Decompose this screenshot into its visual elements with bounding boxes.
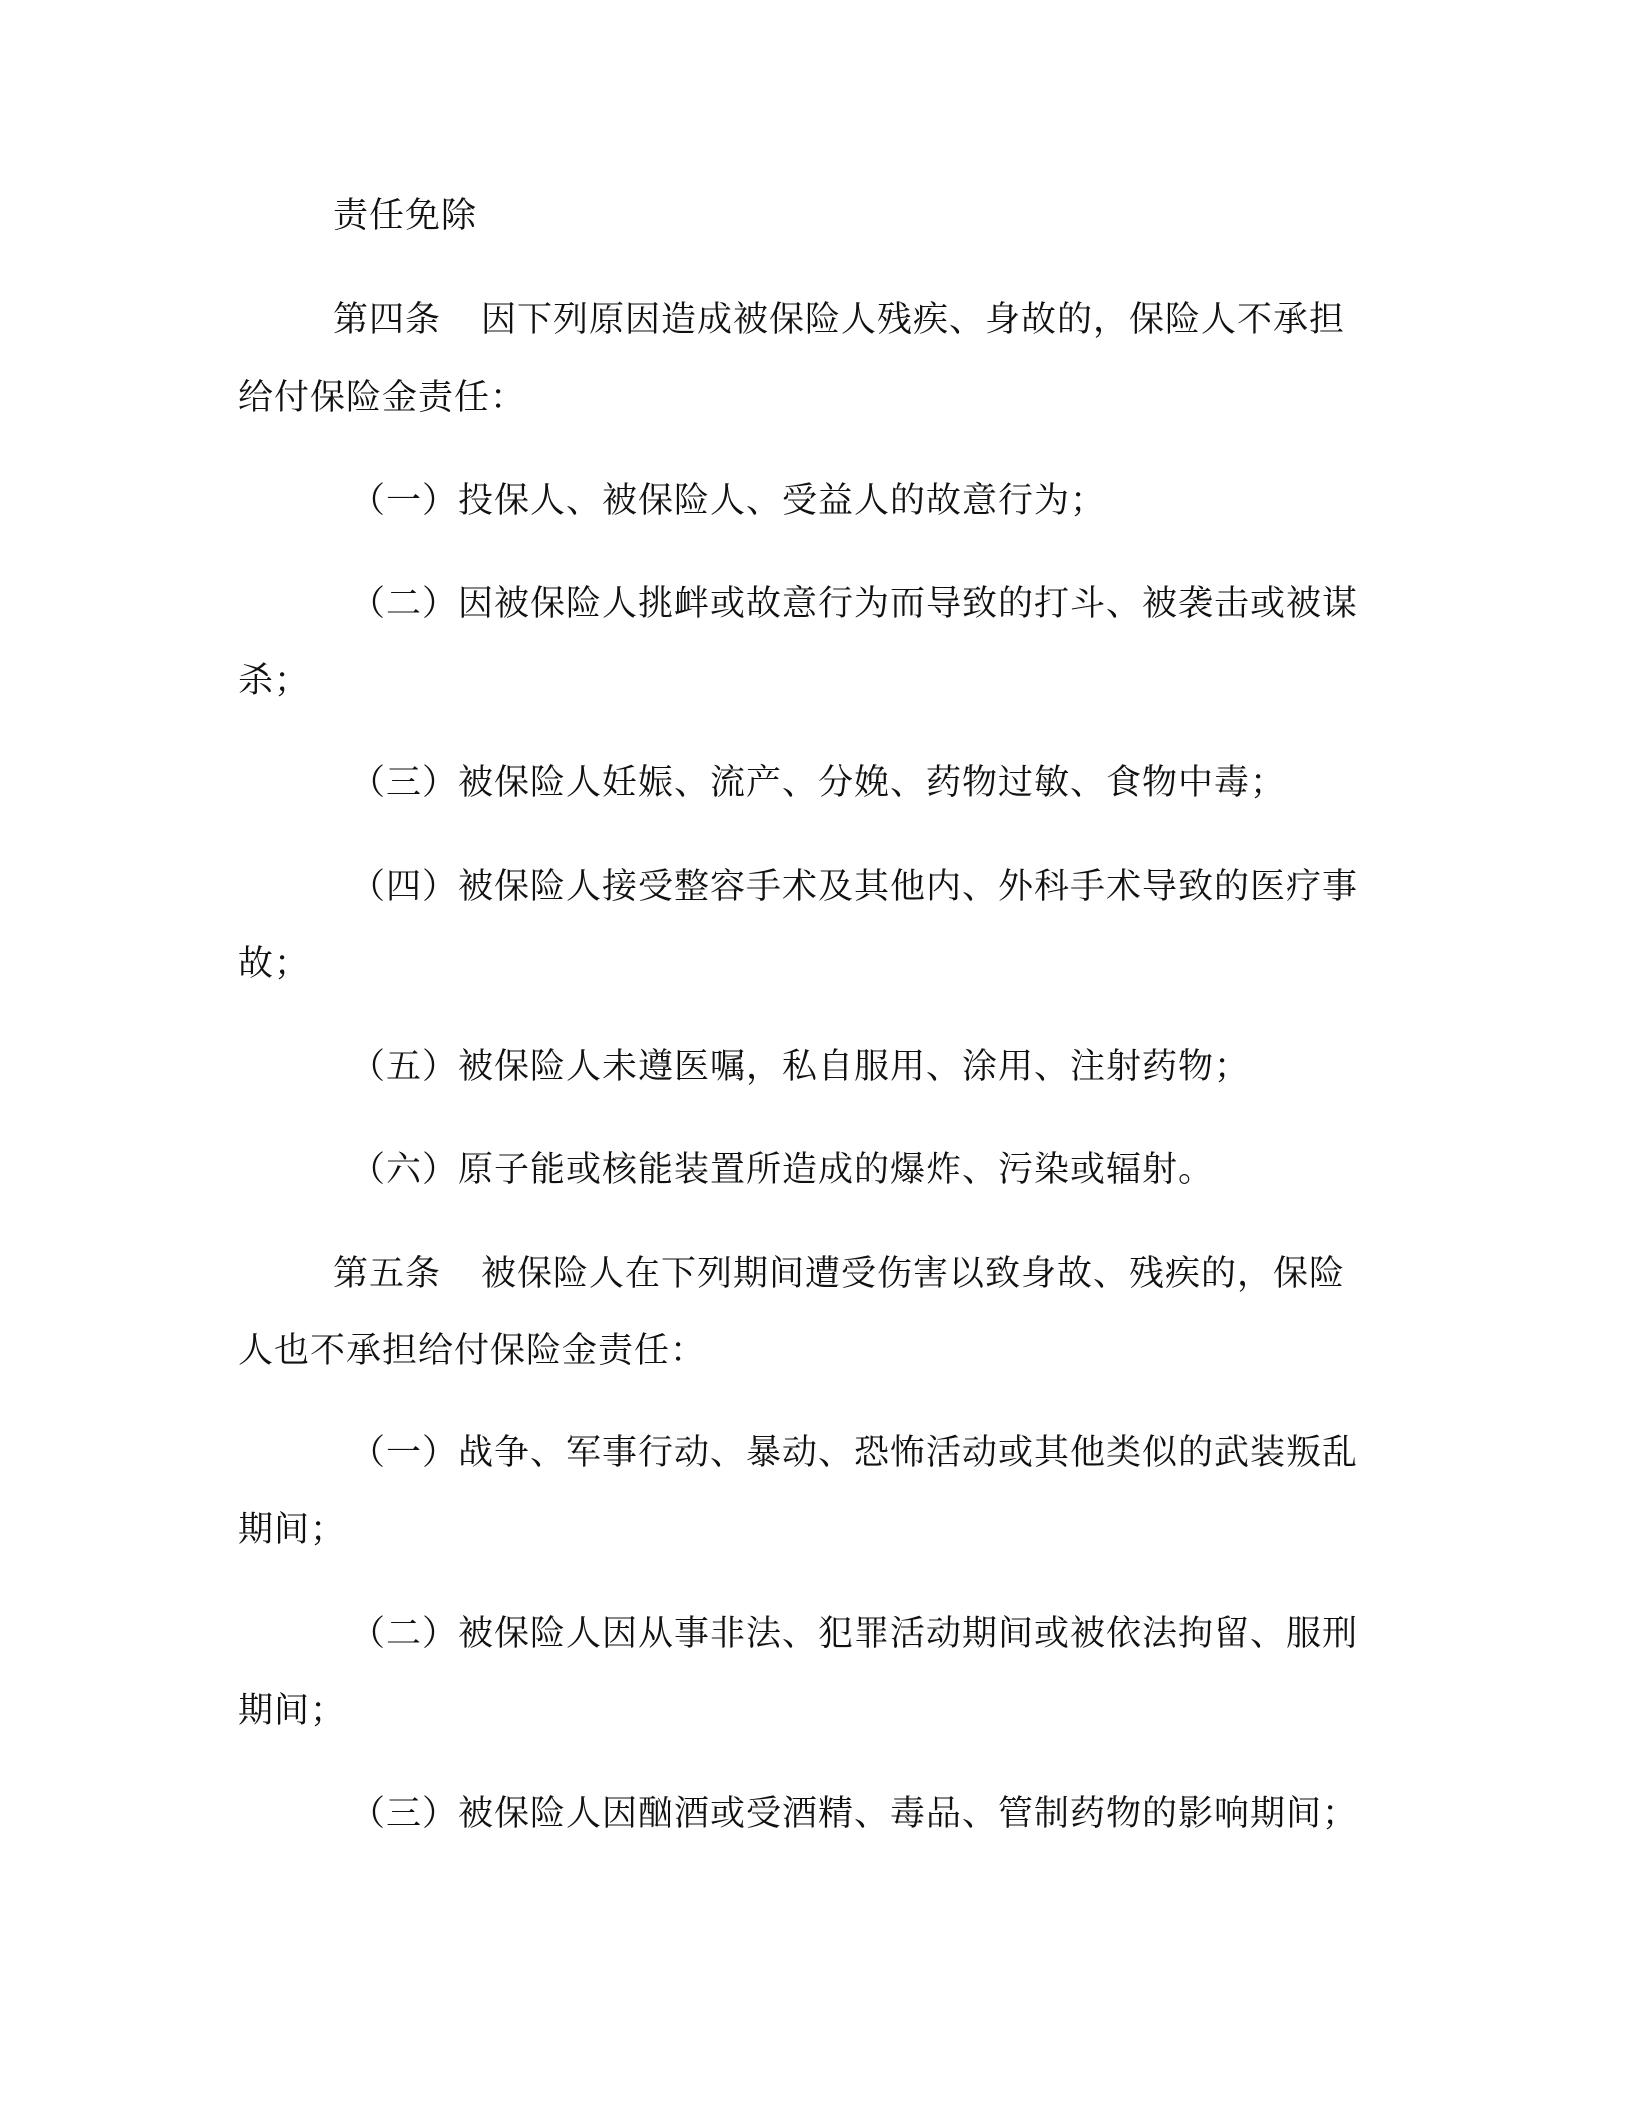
article-4-item-3: （三）被保险人妊娠、流产、分娩、药物过敏、食物中毒； [350,763,1287,803]
article-4-text-1: 因下列原因造成被保险人残疾、身故的，保险人不承担 [481,300,1346,340]
article-5-text-1: 被保险人在下列期间遭受伤害以致身故、残疾的，保险 [481,1254,1346,1294]
article-4-item-6: （六）原子能或核能装置所造成的爆炸、污染或辐射。 [350,1150,1215,1190]
article-5-item-2: （二）被保险人因从事非法、犯罪活动期间或被依法拘留、服刑 [350,1614,1359,1654]
article-4-item-1: （一）投保人、被保险人、受益人的故意行为； [350,481,1107,521]
article-5-label: 第五条 [333,1254,442,1294]
article-5-item-1: （一）战争、军事行动、暴动、恐怖活动或其他类似的武装叛乱 [350,1433,1359,1473]
article-4-line-1 [333,296,1345,344]
article-4-item-4: （四）被保险人接受整容手术及其他内、外科手术导致的医疗事 [350,867,1359,907]
article-4-item-2: （二）因被保险人挑衅或故意行为而导致的打斗、被袭击或被谋 [350,584,1359,624]
article-4-item-2-cont: 杀； [238,661,311,701]
article-5-line-2: 人也不承担给付保险金责任： [238,1331,707,1371]
article-5-line-1 [333,1250,1345,1298]
section-title: 责任免除 [333,196,478,236]
article-4-item-5: （五）被保险人未遵医嘱，私自服用、涂用、注射药物； [350,1047,1251,1087]
article-4-line-2: 给付保险金责任： [238,378,527,418]
article-4-item-4-cont: 故； [238,944,311,984]
article-4-label: 第四条 [333,300,442,340]
article-5-item-3: （三）被保险人因酗酒或受酒精、毒品、管制药物的影响期间； [350,1794,1359,1834]
article-5-item-1-cont: 期间； [238,1510,347,1550]
article-5-item-2-cont: 期间； [238,1691,347,1731]
